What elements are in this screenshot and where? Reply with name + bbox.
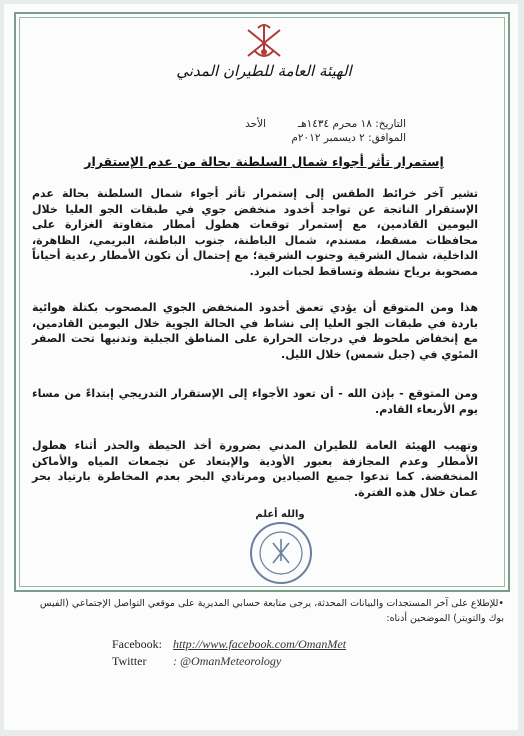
facebook-row bbox=[112, 637, 346, 652]
footer-note: •للإطلاع على آخر المستجدات والبيانات المحدثة، يرجى متابعة حسابي المديرية على موقعي التواصل الإجتماعي (الفيس بوك والتويتر) الموضحين أدناه: bbox=[39, 598, 504, 624]
paragraph-2: هذا ومن المتوقع أن يؤدي تعمق أخدود المنخفض الجوي المصحوب بكتلة هوائية باردة في طبقات الجو العليا إلى نشاط في الحالة الجوية خلال اليومين القادمين، مع إنخفاض ملحوظ في درجات الحرارة على المناطق الجبلية وتدنيها تحت الصفر المئوي في (جبل شمس) خلال الليل. bbox=[32, 301, 478, 361]
organization-name: الهيئة العامة للطيران المدني bbox=[176, 62, 352, 80]
facebook-link[interactable]: http://www.facebook.com/OmanMet bbox=[173, 637, 347, 651]
twitter-row bbox=[112, 654, 281, 669]
official-stamp-icon bbox=[247, 519, 315, 587]
date-hijri: التاريخ: ١٨ محرم ١٤٣٤هـ bbox=[298, 118, 406, 130]
document-title: إستمرار تأثر أجواء شمال السلطنة بحالة من عدم الإستقرار bbox=[84, 154, 444, 169]
twitter-label: Twitter bbox=[112, 654, 147, 668]
twitter-handle[interactable]: : @OmanMeteorology bbox=[173, 654, 282, 668]
paragraph-4: وتهيب الهيئة العامة للطيران المدني بضرورة أخذ الحيطة والحذر أثناء هطول الأمطار وعدم المجازفة بعبور الأودية والإبتعاد عن تجمعات المياه والأماكن المنخفضة. كما تدعوا جميع الصيادين ومرتادي البحر بعدم المخاطرة بارتياد بحر عمان خلال هذه الفترة. bbox=[32, 439, 478, 499]
oman-khanjar-emblem-icon bbox=[240, 20, 288, 64]
day-name: الأحد bbox=[245, 118, 266, 130]
date-gregorian: الموافق: ٢ ديسمبر ٢٠١٢م bbox=[291, 132, 406, 144]
paragraph-1: تشير آخر خرائط الطقس إلى إستمرار تأثر أجواء شمال السلطنة بحالة عدم الإستقرار الناتجة عن تواجد أخدود منخفض جوي في طبقات الجو العليا خلال اليومين القادمين، مع إستمرار توقعات هطول أمطار متفاوتة الغزارة على محافظات مسقط، مسندم، شمال الباطنة، جنوب الباطنة، البريمي، الظاهرة، الداخلية، شمال الشرقية وجنوب الشرقية؛ مع إحتمال أن تكون الأمطار رعدية أحياناً مصحوبة برياح نشطة وتساقط لحبات البرد. bbox=[32, 187, 478, 278]
facebook-label: Facebook: bbox=[112, 637, 162, 651]
closing-phrase: والله أعلم bbox=[255, 509, 305, 520]
document-page bbox=[4, 4, 518, 730]
paragraph-3: ومن المتوقع - بإذن الله - أن تعود الأجواء إلى الإستقرار التدريجي إبتداءً من مساء يوم الأربعاء القادم. bbox=[32, 387, 478, 416]
